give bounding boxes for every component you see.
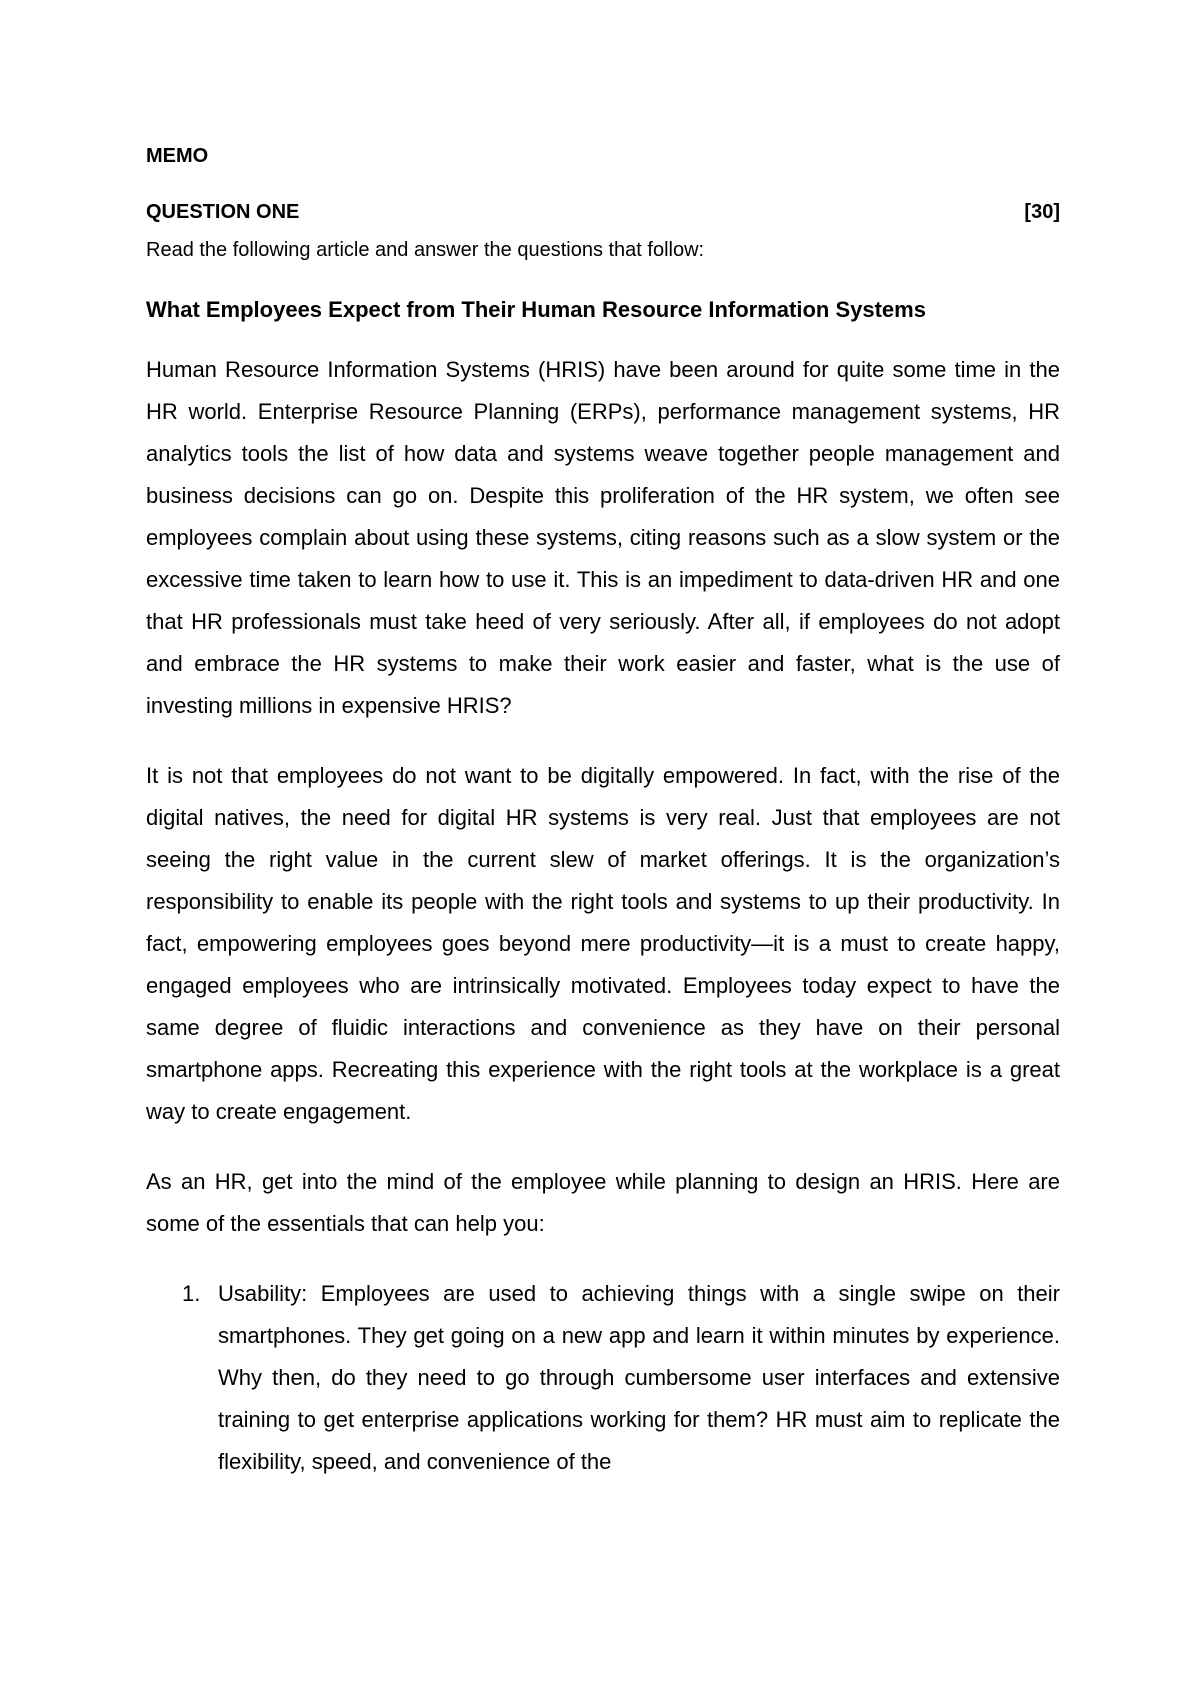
essentials-list <box>146 1273 1060 1483</box>
document-page <box>146 144 1060 1483</box>
question-marks: [30] <box>1024 201 1060 223</box>
instruction-text: Read the following article and answer the questions that follow: <box>146 239 705 261</box>
article-paragraph: As an HR, get into the mind of the employee while planning to design an HRIS. Here are some of the essentials that can help you: <box>146 1169 1060 1236</box>
article-paragraph: Human Resource Information Systems (HRIS) have been around for quite some time in the HR world. Enterprise Resource Planning (ERPs), performance management systems, HR analytics tools the list of how data and systems weave together people management and business decisions can go on. Despite this proliferation of the HR system, we often see employees complain about using these systems, citing reasons such as a slow system or the excessive time taken to learn how to use it. This is an impediment to data-driven HR and one that HR professionals must take heed of very seriously. After all, if employees do not adopt and embrace the HR systems to make their work easier and faster, what is the use of investing millions in expensive HRIS? <box>146 357 1060 718</box>
memo-heading: MEMO <box>146 145 209 167</box>
question-header <box>146 200 1060 224</box>
question-title: QUESTION ONE <box>146 201 300 223</box>
list-item-number: 1. <box>182 1281 201 1306</box>
article-title: What Employees Expect from Their Human Resource Information Systems <box>146 297 926 322</box>
list-item <box>146 1273 1060 1483</box>
article-paragraph: It is not that employees do not want to be digitally empowered. In fact, with the rise of the digital natives, the need for digital HR systems is very real. Just that employees are not seeing the right value in the current slew of market offerings. It is the organization’s responsibility to enable its people with the right tools and systems to up their productivity. In fact, empowering employees goes beyond mere productivity—it is a must to create happy, engaged employees who are intrinsically motivated. Employees today expect to have the same degree of fluidic interactions and convenience as they have on their personal smartphone apps. Recreating this experience with the right tools at the workplace is a great way to create engagement. <box>146 763 1060 1124</box>
list-item-text: Usability: Employees are used to achieving things with a single swipe on their smartphones. They get going on a new app and learn it within minutes by experience. Why then, do they need to go through cumbersome user interfaces and extensive training to get enterprise applications working for them? HR must aim to replicate the flexibility, speed, and convenience of the <box>218 1281 1060 1474</box>
